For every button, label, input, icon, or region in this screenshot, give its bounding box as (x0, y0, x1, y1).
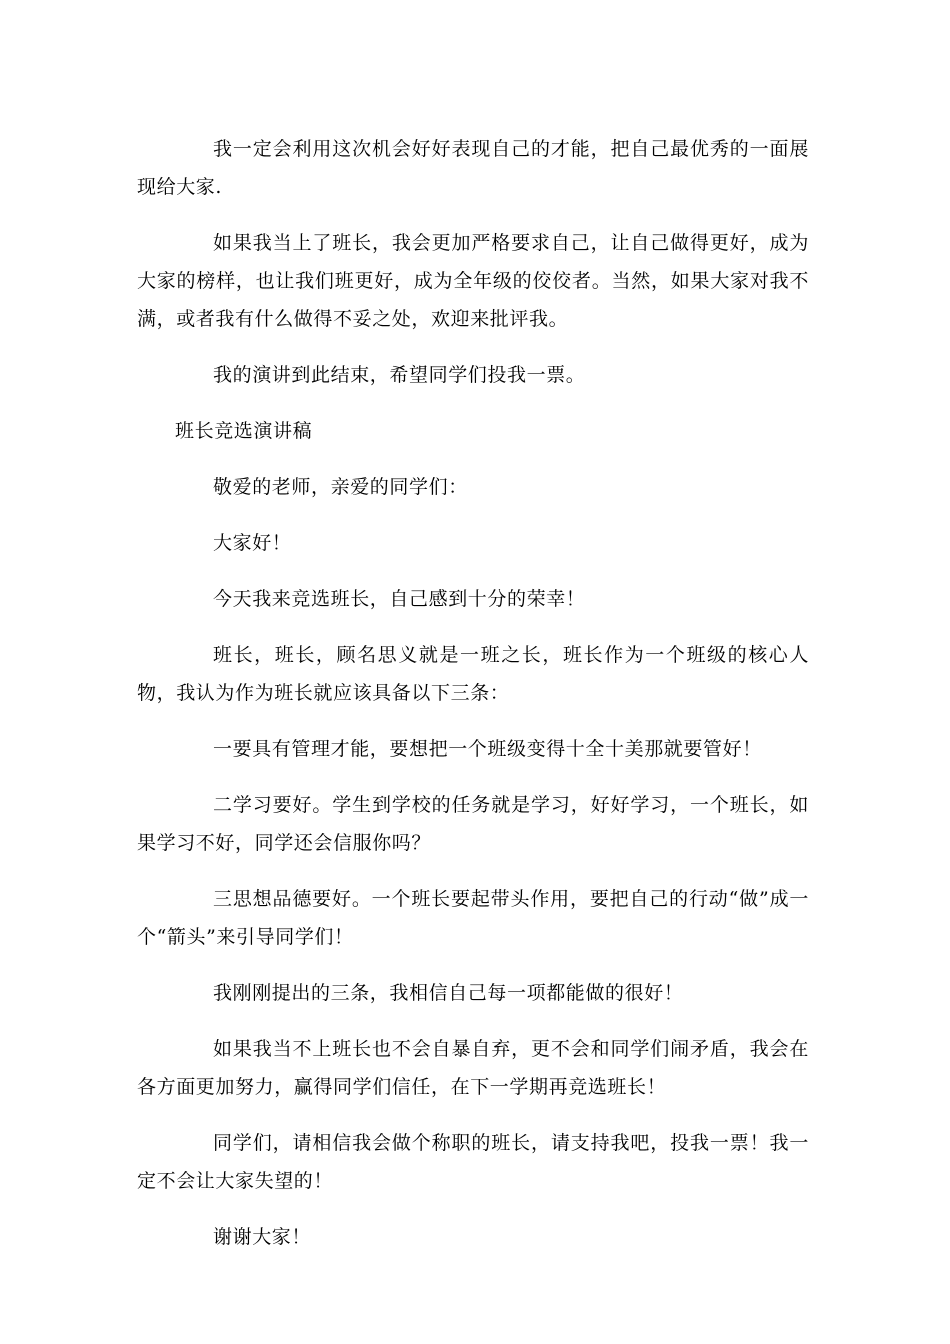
paragraph: 如果我当上了班长，我会更加严格要求自己，让自己做得更好，成为大家的榜样，也让我们班更好，成为全年级的佼佼者。当然，如果大家对我不满，或者我有什么做得不妥之处，欢迎来批评我。 (137, 232, 809, 330)
paragraph: 今天我来竞选班长，自己感到十分的荣幸！ (213, 588, 586, 610)
paragraph: 一要具有管理才能，要想把一个班级变得十全十美那就要管好！ (213, 738, 762, 760)
closing: 谢谢大家！ (213, 1226, 312, 1248)
greeting: 大家好！ (213, 532, 292, 554)
paragraph: 同学们，请相信我会做个称职的班长，请支持我吧，投我一票！我一定不会让大家失望的！ (137, 1132, 809, 1192)
paragraph: 班长，班长，顾名思义就是一班之长，班长作为一个班级的核心人物，我认为作为班长就应该具备以下三条： (137, 644, 809, 704)
paragraph: 我的演讲到此结束，希望同学们投我一票。 (213, 364, 586, 386)
paragraph: 二学习要好。学生到学校的任务就是学习，好好学习，一个班长，如果学习不好，同学还会信服你吗？ (137, 794, 809, 854)
salutation: 敬爱的老师，亲爱的同学们： (213, 476, 468, 498)
paragraph: 如果我当不上班长也不会自暴自弃，更不会和同学们闹矛盾，我会在各方面更加努力，赢得同学们信任，在下一学期再竞选班长！ (137, 1038, 809, 1098)
section-title: 班长竞选演讲稿 (175, 420, 313, 442)
document-body (137, 130, 809, 1274)
paragraph: 我刚刚提出的三条，我相信自己每一项都能做的很好！ (213, 982, 684, 1004)
paragraph: 我一定会利用这次机会好好表现自己的才能，把自己最优秀的一面展现给大家. (137, 138, 809, 198)
paragraph: 三思想品德要好。一个班长要起带头作用，要把自己的行动“做”成一个“箭头”来引导同学们！ (137, 888, 809, 948)
